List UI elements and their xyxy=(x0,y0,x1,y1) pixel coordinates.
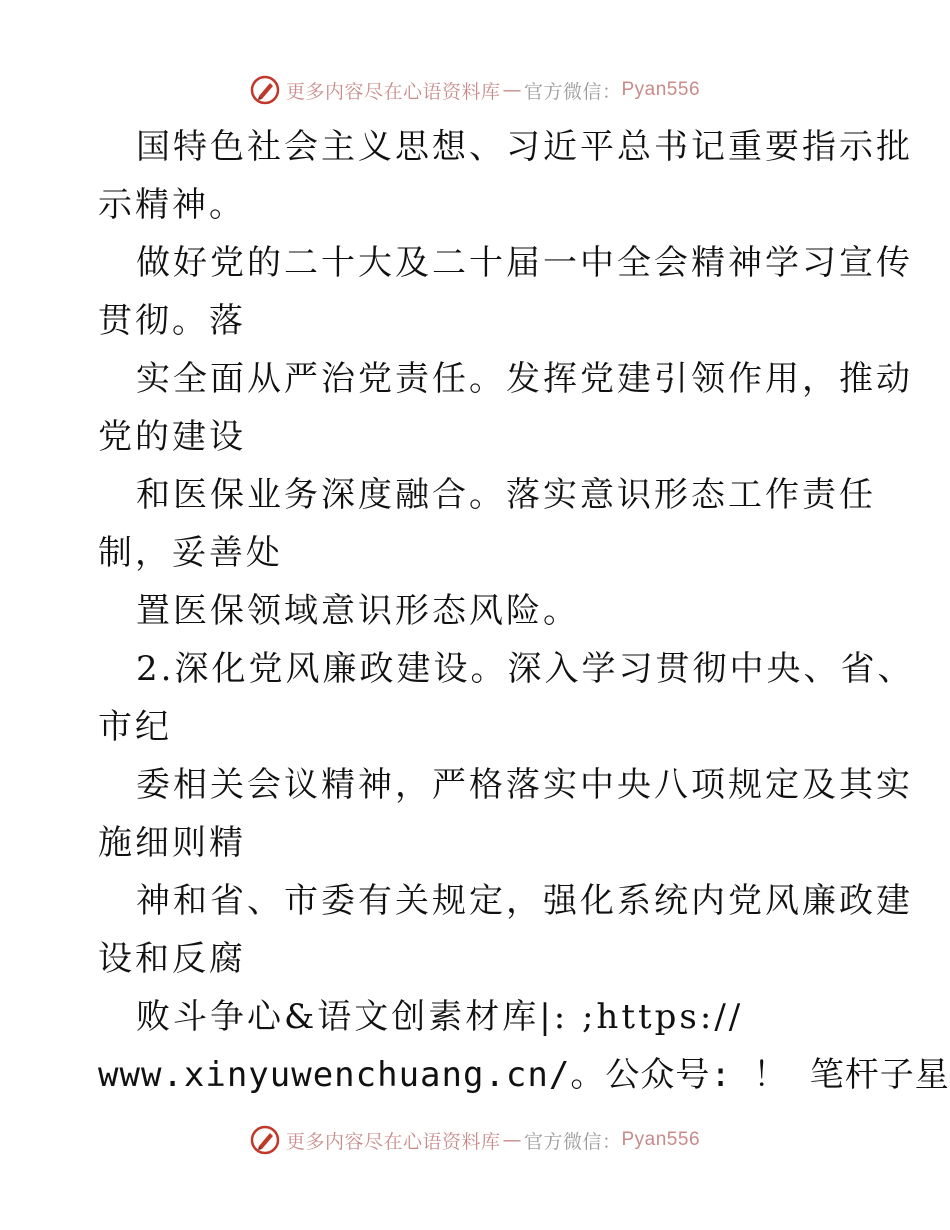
watermark-wechat-id: Pyan556 xyxy=(621,79,701,100)
paragraph-line: 贯彻。落 xyxy=(98,301,246,341)
red-pen-logo-icon xyxy=(250,1125,280,1155)
paragraph-line: 党的建设 xyxy=(98,417,246,457)
paragraph-line: 败斗争心&语文创素材库|: ;https:// xyxy=(136,997,744,1037)
paragraph-line: 设和反腐 xyxy=(98,939,246,979)
watermark-site-text: 更多内容尽在心语资料库 xyxy=(285,1130,501,1153)
paragraph-line: 和医保业务深度融合。落实意识形态工作责任 xyxy=(136,475,876,515)
paragraph-line: 做好党的二十大及二十届一中全会精神学习宣传 xyxy=(136,243,913,283)
paragraph-line: www.xinyuwenchuang.cn/。公众号: ！ 笔杆子星 xyxy=(98,1055,950,1095)
paragraph-line: 制，妥善处 xyxy=(98,533,283,573)
document-body xyxy=(98,118,950,1104)
footer-watermark xyxy=(0,1120,950,1160)
paragraph-line: 实全面从严治党责任。发挥党建引领作用，推动 xyxy=(136,359,913,399)
paragraph-line: 2.深化党风廉政建设。深入学习贯彻中央、省、 xyxy=(136,649,915,689)
paragraph-line: 示精神。 xyxy=(98,185,246,225)
paragraph-line: 委相关会议精神，严格落实中央八项规定及其实 xyxy=(136,765,913,805)
paragraph-line: 置医保领域意识形态风险。 xyxy=(136,591,580,631)
watermark-wechat-label: 官方微信： xyxy=(523,80,622,103)
watermark-separator: — xyxy=(502,79,522,101)
watermark-wechat-label: 官方微信： xyxy=(523,1130,622,1153)
red-pen-logo-icon xyxy=(250,75,280,105)
paragraph-line: 施细则精 xyxy=(98,823,246,863)
paragraph-line: 国特色社会主义思想、习近平总书记重要指示批 xyxy=(136,127,913,167)
watermark-site-text: 更多内容尽在心语资料库 xyxy=(285,80,501,103)
watermark-wechat-id: Pyan556 xyxy=(621,1129,701,1150)
paragraph-line: 神和省、市委有关规定，强化系统内党风廉政建 xyxy=(136,881,913,921)
watermark-separator: — xyxy=(502,1129,522,1151)
paragraph-line: 市纪 xyxy=(98,707,172,747)
header-watermark xyxy=(0,70,950,110)
